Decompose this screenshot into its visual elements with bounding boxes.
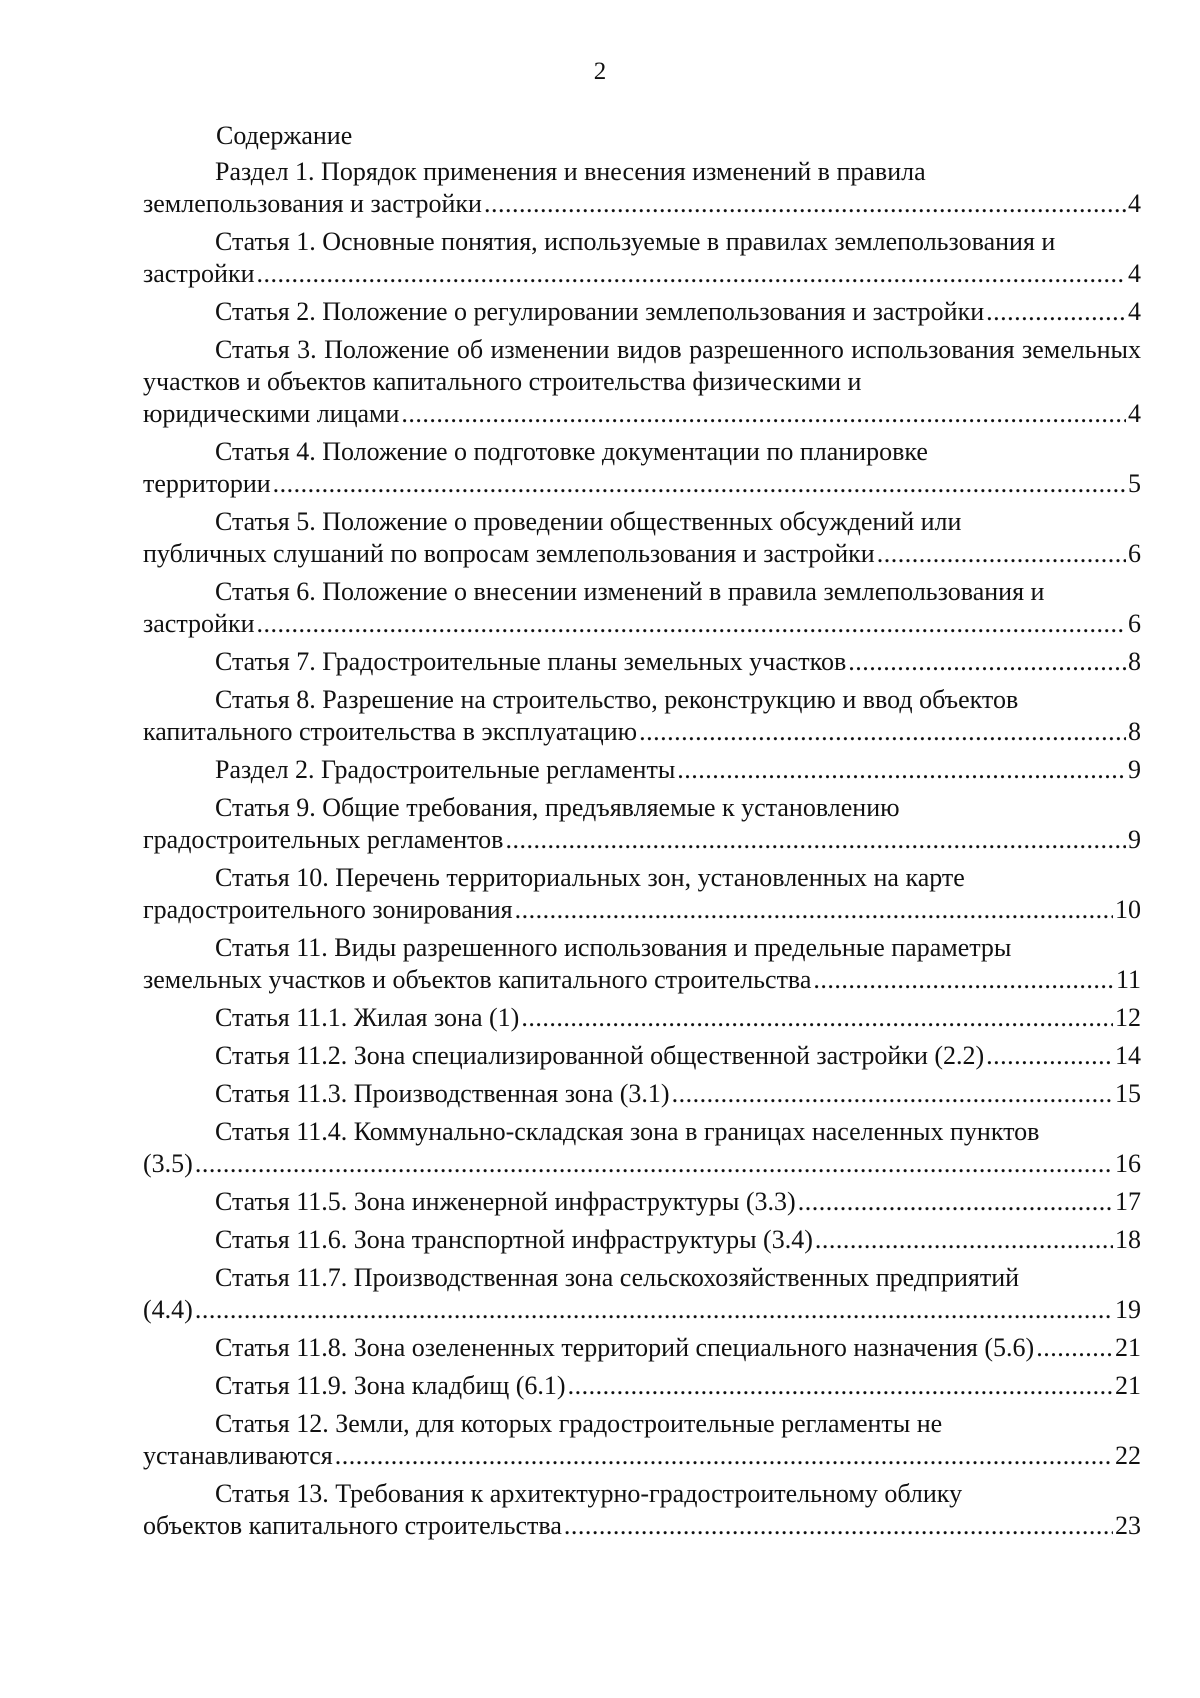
toc-entry[interactable] (143, 1370, 1141, 1402)
dot-leader (195, 1294, 1113, 1326)
toc-entry[interactable] (143, 296, 1141, 328)
toc-page-number: 8 (1128, 647, 1141, 676)
dot-leader (401, 398, 1126, 430)
toc-entry[interactable] (143, 932, 1141, 996)
toc-entry-last-line: Статья 11.2. Зона специализированной общественной застройки (2.2) (215, 1041, 985, 1070)
dot-leader (986, 296, 1126, 328)
toc-leader-line (143, 1040, 1141, 1072)
toc-page-number: 16 (1115, 1149, 1141, 1178)
toc-leader-line (143, 1440, 1141, 1472)
toc-page-number: 5 (1128, 469, 1141, 498)
toc-entry-last-line: (3.5) (143, 1149, 193, 1178)
dot-leader (815, 1224, 1113, 1256)
toc-entry-last-line: юридическими лицами (143, 399, 400, 428)
toc-entry-title: Статья 11.4. Коммунально-складская зона в границах населенных пунктов (215, 1117, 1040, 1146)
toc-entry[interactable] (143, 1224, 1141, 1256)
dot-leader (986, 1040, 1113, 1072)
toc-entry-title: Статья 5. Положение о проведении общественных обсуждений или (215, 507, 962, 536)
toc-leader-line (143, 1186, 1141, 1218)
toc-entry[interactable] (143, 684, 1141, 748)
toc-entry-last-line: Статья 7. Градостроительные планы земельных участков (215, 647, 847, 676)
dot-leader (877, 538, 1126, 570)
toc-entry-title: Статья 8. Разрешение на строительство, реконструкцию и ввод объектов (215, 685, 1019, 714)
toc-page-number: 4 (1128, 399, 1141, 428)
toc-leader-line (143, 296, 1141, 328)
toc-entry[interactable] (143, 1332, 1141, 1364)
toc-entry-last-line: Раздел 2. Градостроительные регламенты (215, 755, 676, 784)
toc-entry-title: Статья 10. Перечень территориальных зон, установленных на карте (215, 863, 965, 892)
toc-page-number: 12 (1115, 1003, 1141, 1032)
toc-entry-last-line: земельных участков и объектов капитального строительства (143, 965, 812, 994)
dot-leader (257, 608, 1127, 640)
dot-leader (195, 1148, 1113, 1180)
toc-entry[interactable] (143, 1262, 1141, 1326)
dot-leader (677, 754, 1126, 786)
dot-leader (564, 1510, 1113, 1542)
toc-entry-last-line: Статья 11.3. Производственная зона (3.1) (215, 1079, 670, 1108)
toc-page-number: 8 (1128, 717, 1141, 746)
toc-entry-last-line: Статья 2. Положение о регулировании землепользования и застройки (215, 297, 985, 326)
dot-leader (521, 1002, 1113, 1034)
toc-entry[interactable] (143, 646, 1141, 678)
toc-leader-line (143, 716, 1141, 748)
dot-leader (848, 646, 1126, 678)
toc-entry-last-line: объектов капитального строительства (143, 1511, 562, 1540)
toc-entry-last-line: землепользования и застройки (143, 189, 482, 218)
dot-leader (639, 716, 1126, 748)
toc-entry-last-line: устанавливаются (143, 1441, 333, 1470)
dot-leader (813, 964, 1114, 996)
toc-entry-last-line: застройки (143, 609, 255, 638)
toc-page-number: 11 (1115, 965, 1141, 994)
toc-entry-title: Статья 6. Положение о внесении изменений в правила землепользования и (215, 577, 1045, 606)
toc-leader-line (143, 1224, 1141, 1256)
dot-leader (273, 468, 1126, 500)
toc-page-number: 21 (1115, 1371, 1141, 1400)
toc-page-number: 9 (1128, 755, 1141, 784)
toc-entry[interactable] (143, 862, 1141, 926)
toc-entry-last-line: территории (143, 469, 271, 498)
toc-leader-line (143, 1078, 1141, 1110)
toc-leader-line (143, 188, 1141, 220)
dot-leader (515, 894, 1113, 926)
toc-heading: Содержание (216, 121, 353, 150)
toc-page-number: 4 (1128, 259, 1141, 288)
dot-leader (505, 824, 1126, 856)
toc-page-number: 21 (1115, 1333, 1141, 1362)
toc-entry[interactable] (143, 226, 1141, 290)
toc-entry-last-line: капитального строительства в эксплуатацию (143, 717, 638, 746)
toc-leader-line (143, 258, 1141, 290)
toc-page-number: 4 (1128, 297, 1141, 326)
toc-leader-line (143, 538, 1141, 570)
dot-leader (568, 1370, 1113, 1402)
toc-page-number: 15 (1115, 1079, 1141, 1108)
toc-entry-last-line: публичных слушаний по вопросам землепользования и застройки (143, 539, 875, 568)
dot-leader (1036, 1332, 1113, 1364)
toc-leader-line (143, 754, 1141, 786)
toc-page-number: 17 (1115, 1187, 1141, 1216)
toc-entry[interactable] (143, 1078, 1141, 1110)
dot-leader (672, 1078, 1113, 1110)
toc-entry-last-line: Статья 11.8. Зона озелененных территорий специального назначения (5.6) (215, 1333, 1035, 1362)
dot-leader (335, 1440, 1113, 1472)
toc-entry-title: Статья 12. Земли, для которых градостроительные регламенты не (215, 1409, 943, 1438)
toc-entry[interactable] (143, 754, 1141, 786)
toc-entry[interactable] (143, 1002, 1141, 1034)
toc-leader-line (143, 398, 1141, 430)
toc-page-number: 18 (1115, 1225, 1141, 1254)
toc-page-number: 6 (1128, 609, 1141, 638)
toc-entry[interactable] (143, 1478, 1141, 1542)
toc-page-number: 6 (1128, 539, 1141, 568)
toc-leader-line (143, 1510, 1141, 1542)
toc-entry[interactable] (143, 1040, 1141, 1072)
toc-entry-last-line: градостроительных регламентов (143, 825, 504, 854)
table-of-contents (143, 156, 1141, 1548)
toc-page-number: 22 (1115, 1441, 1141, 1470)
toc-entry[interactable] (143, 436, 1141, 500)
toc-entry[interactable] (143, 506, 1141, 570)
toc-entry-title: Статья 11.7. Производственная зона сельскохозяйственных предприятий (215, 1263, 1020, 1292)
toc-leader-line (143, 646, 1141, 678)
toc-entry-last-line: застройки (143, 259, 255, 288)
toc-leader-line (143, 1370, 1141, 1402)
toc-entry[interactable] (143, 1116, 1141, 1180)
dot-leader (798, 1186, 1113, 1218)
toc-leader-line (143, 608, 1141, 640)
toc-entry-title: Раздел 1. Порядок применения и внесения изменений в правила (215, 157, 926, 186)
toc-leader-line (143, 964, 1141, 996)
toc-leader-line (143, 1332, 1141, 1364)
toc-page-number: 10 (1115, 895, 1141, 924)
dot-leader (484, 188, 1126, 220)
toc-page-number: 14 (1115, 1041, 1141, 1070)
toc-leader-line (143, 1148, 1141, 1180)
toc-entry-last-line: Статья 11.1. Жилая зона (1) (215, 1003, 520, 1032)
toc-page-number: 19 (1115, 1295, 1141, 1324)
toc-entry[interactable] (143, 1408, 1141, 1472)
page-number: 2 (593, 58, 607, 85)
toc-entry-title: Статья 3. Положение об изменении видов разрешенного использования земельных участков и объектов капитального строительства физическими и (143, 335, 1141, 396)
toc-entry-title: Статья 11. Виды разрешенного использования и предельные параметры (215, 933, 1012, 962)
toc-entry[interactable] (143, 792, 1141, 856)
toc-entry[interactable] (143, 1186, 1141, 1218)
toc-entry-last-line: Статья 11.9. Зона кладбищ (6.1) (215, 1371, 566, 1400)
toc-entry-last-line: градостроительного зонирования (143, 895, 513, 924)
dot-leader (257, 258, 1127, 290)
toc-entry[interactable] (143, 334, 1141, 430)
toc-entry-last-line: Статья 11.6. Зона транспортной инфраструктуры (3.4) (215, 1225, 813, 1254)
toc-entry-title: Статья 1. Основные понятия, используемые в правилах землепользования и (215, 227, 1056, 256)
toc-entry-title: Статья 4. Положение о подготовке документации по планировке (215, 437, 928, 466)
toc-leader-line (143, 1294, 1141, 1326)
toc-entry-last-line: Статья 11.5. Зона инженерной инфраструктуры (3.3) (215, 1187, 796, 1216)
toc-entry-last-line: (4.4) (143, 1295, 193, 1324)
toc-entry-title: Статья 9. Общие требования, предъявляемые к установлению (215, 793, 900, 822)
toc-entry[interactable] (143, 156, 1141, 220)
toc-leader-line (143, 1002, 1141, 1034)
toc-page-number: 4 (1128, 189, 1141, 218)
toc-leader-line (143, 824, 1141, 856)
toc-page-number: 23 (1115, 1511, 1141, 1540)
toc-entry-title: Статья 13. Требования к архитектурно-градостроительному облику (215, 1479, 963, 1508)
toc-leader-line (143, 468, 1141, 500)
toc-entry[interactable] (143, 576, 1141, 640)
toc-page-number: 9 (1128, 825, 1141, 854)
toc-leader-line (143, 894, 1141, 926)
